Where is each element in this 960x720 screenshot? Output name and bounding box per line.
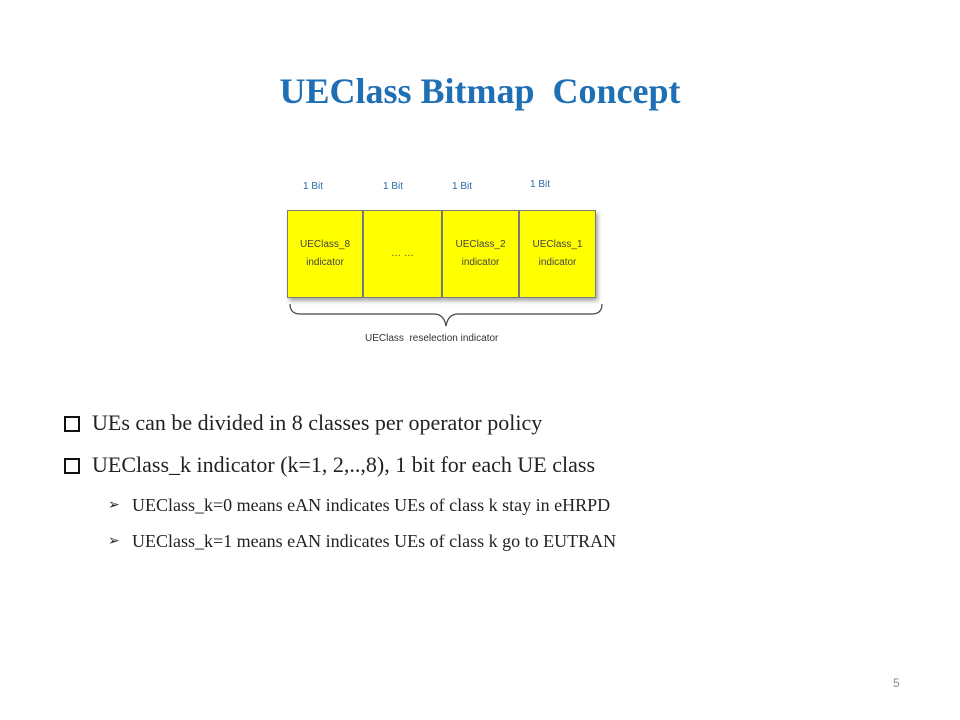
- bit-label-4: 1 Bit: [530, 179, 551, 190]
- bullet-text: UEClass_k indicator (k=1, 2,..,8), 1 bit for each UE class: [92, 452, 596, 477]
- sub-bullet-text: UEClass_k=0 means eAN indicates UEs of class k stay in eHRPD: [132, 495, 611, 515]
- ellipsis-box: [363, 210, 442, 298]
- slide-title: UEClass Bitmap Concept: [279, 71, 681, 111]
- bullet-text: UEs can be divided in 8 classes per operator policy: [92, 410, 543, 435]
- arrow-bullet-icon: ➢: [108, 533, 120, 549]
- bit-label-3: 1 Bit: [452, 181, 473, 192]
- box-line: indicator: [306, 257, 344, 268]
- square-bullet-icon: [64, 416, 80, 432]
- sub-bullet-item: [108, 492, 922, 518]
- box-line: indicator: [538, 257, 577, 268]
- box-line: UEClass_8: [299, 239, 351, 250]
- bullet-item: [62, 450, 922, 480]
- sub-bullet-text: UEClass_k=1 means eAN indicates UEs of class k go to EUTRAN: [132, 531, 617, 551]
- square-bullet-icon: [64, 458, 80, 474]
- bullet-list: [62, 408, 922, 564]
- box-line: UEClass_1: [532, 239, 583, 250]
- page-number: 5: [893, 676, 900, 690]
- box-line: UEClass_2: [455, 239, 506, 250]
- group-brace: [288, 302, 604, 332]
- bit-label-2: 1 Bit: [383, 181, 404, 192]
- group-label: UEClass reselection indicator: [365, 333, 499, 344]
- box-line: indicator: [461, 257, 500, 268]
- box-line: … …: [391, 248, 414, 259]
- bit-label-1: 1 Bit: [303, 181, 324, 192]
- sub-bullet-item: [108, 528, 922, 554]
- arrow-bullet-icon: ➢: [108, 497, 120, 513]
- uec8-box: [287, 210, 363, 298]
- uec2-box: [442, 210, 519, 298]
- uec1-box: [519, 210, 596, 298]
- bullet-item: [62, 408, 922, 438]
